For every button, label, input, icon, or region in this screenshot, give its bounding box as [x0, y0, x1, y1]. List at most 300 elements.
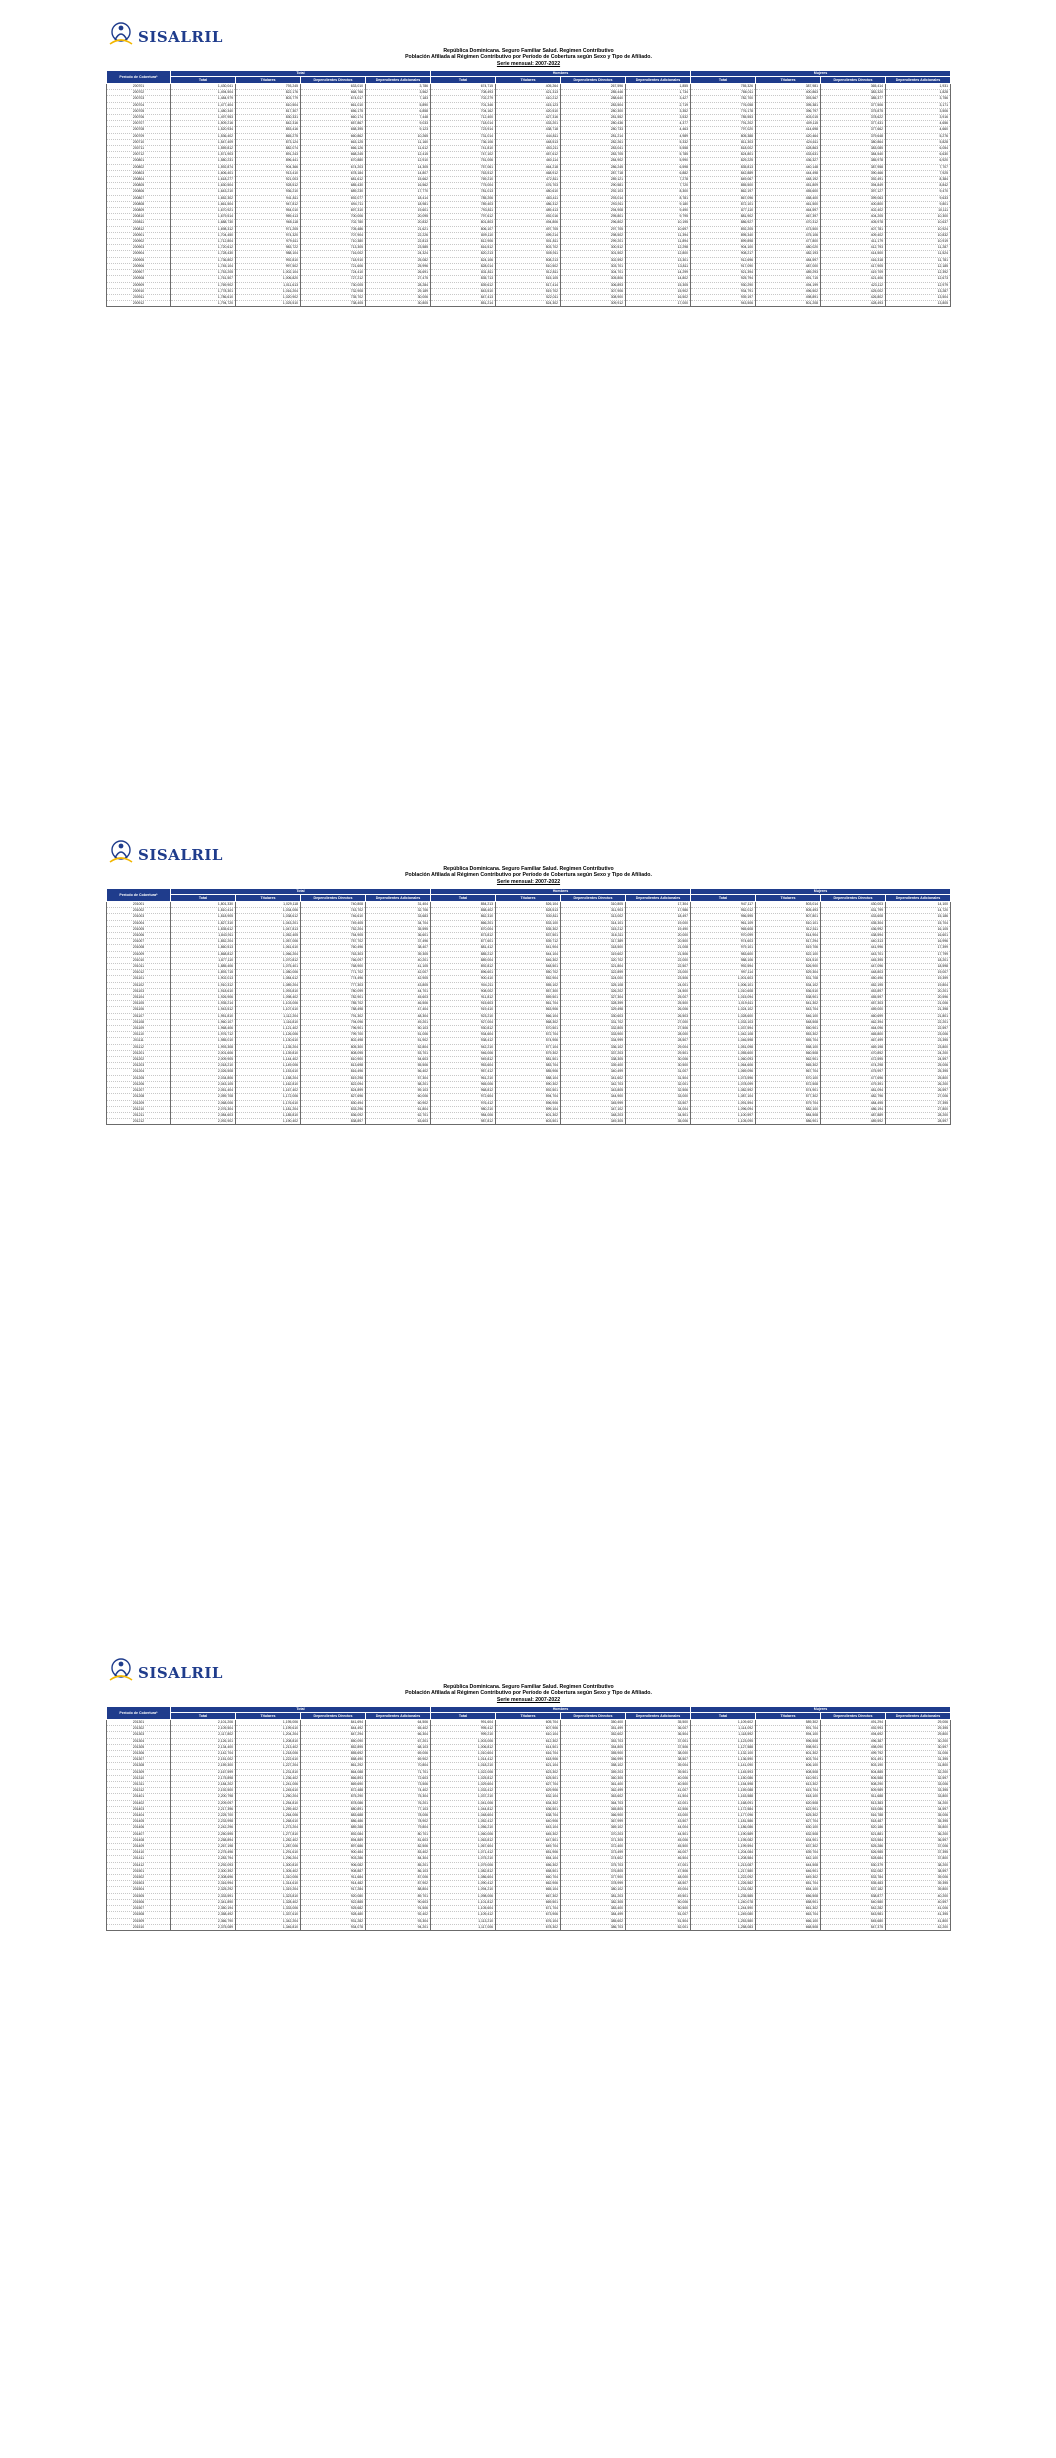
value-cell: 1,066,204 — [236, 951, 301, 957]
value-cell: 2,009,905 — [171, 1057, 236, 1063]
value-cell: 36,597 — [886, 1837, 951, 1843]
value-cell: 6,858 — [366, 108, 431, 114]
period-cell: 201104 — [107, 995, 171, 1001]
period-cell: 201310 — [107, 1775, 171, 1781]
value-cell: 858,490 — [301, 1757, 366, 1763]
value-cell: 84,304 — [366, 1856, 431, 1862]
value-cell: 514,904 — [756, 933, 821, 939]
value-cell: 345,999 — [561, 1100, 626, 1106]
value-cell: 917,090 — [691, 263, 756, 269]
value-cell: 82,506 — [366, 1844, 431, 1850]
value-cell: 400,800 — [821, 201, 886, 207]
value-cell: 1,520,934 — [171, 127, 236, 133]
value-cell: 523,584 — [821, 1837, 886, 1843]
value-cell: 305,806 — [561, 276, 626, 282]
period-cell: 201012 — [107, 970, 171, 976]
value-cell: 746,610 — [301, 914, 366, 920]
value-cell: 491,715 — [756, 276, 821, 282]
period-cell: 201008 — [107, 945, 171, 951]
value-cell: 371,305 — [561, 1837, 626, 1843]
value-cell: 68,103 — [366, 1744, 431, 1750]
value-cell: 296,802 — [561, 220, 626, 226]
period-cell: 201408 — [107, 1837, 171, 1843]
value-cell: 15,662 — [366, 177, 431, 183]
value-cell: 2,051,404 — [171, 1088, 236, 1094]
value-cell: 42,007 — [366, 970, 431, 976]
value-cell: 39,006 — [886, 1875, 951, 1881]
value-cell: 629,906 — [496, 1788, 561, 1794]
value-cell: 1,652,302 — [171, 195, 236, 201]
value-cell: 1,810,414 — [171, 908, 236, 914]
value-cell: 961,210 — [431, 1075, 496, 1081]
value-cell: 457,612 — [496, 152, 561, 158]
value-cell: 64,506 — [366, 1720, 431, 1726]
value-cell: 479,391 — [821, 1081, 886, 1087]
value-cell: 2,151,002 — [171, 1757, 236, 1763]
period-cell: 200809 — [107, 208, 171, 214]
header-group-mujeres: Mujeres — [691, 1707, 951, 1713]
value-cell: 94,201 — [366, 1924, 431, 1930]
value-cell: 25,500 — [626, 1001, 691, 1007]
value-cell: 970,099 — [691, 933, 756, 939]
value-cell: 915,603 — [431, 1001, 496, 1007]
value-cell: 895,340 — [691, 232, 756, 238]
value-cell: 30,200 — [886, 1738, 951, 1744]
value-cell: 377,431 — [821, 121, 886, 127]
header-total: Total — [691, 1713, 756, 1720]
value-cell: 517,414 — [496, 282, 561, 288]
value-cell: 582,100 — [756, 1106, 821, 1112]
value-cell: 544,104 — [496, 951, 561, 957]
period-cell: 201409 — [107, 1844, 171, 1850]
value-cell: 520,186 — [821, 1825, 886, 1831]
value-cell: 336,102 — [561, 1044, 626, 1050]
value-cell: 50,500 — [626, 1906, 691, 1912]
value-cell: 85,201 — [366, 1862, 431, 1868]
value-cell: 1,227,204 — [236, 1763, 301, 1769]
value-cell: 546,100 — [756, 1013, 821, 1019]
value-cell: 476,703 — [496, 183, 561, 189]
value-cell: 1,052,412 — [431, 1819, 496, 1825]
value-cell: 1,968,406 — [171, 1026, 236, 1032]
value-cell: 596,508 — [756, 1738, 821, 1744]
value-cell: 372,400 — [561, 1844, 626, 1850]
value-cell: 1,038,612 — [236, 914, 301, 920]
header-dependientes-directos: Dependientes Directos — [561, 895, 626, 902]
value-cell: 530,811 — [496, 914, 561, 920]
value-cell: 49,201 — [366, 1019, 431, 1025]
value-cell: 35,395 — [886, 1819, 951, 1825]
value-cell: 33,395 — [886, 1788, 951, 1794]
value-cell: 448,513 — [496, 139, 561, 145]
value-cell: 484,495 — [821, 1100, 886, 1106]
value-cell: 1,052,405 — [236, 933, 301, 939]
value-cell: 36,007 — [626, 1726, 691, 1732]
value-cell: 574,901 — [756, 1088, 821, 1094]
value-cell: 1,098,006 — [431, 1893, 496, 1899]
value-cell: 281,214 — [561, 133, 626, 139]
value-cell: 607,906 — [496, 1726, 561, 1732]
value-cell: 532,082 — [821, 1868, 886, 1874]
value-cell: 1,580,231 — [171, 158, 236, 164]
value-cell: 19,490 — [626, 926, 691, 932]
value-cell: 1,536,402 — [171, 133, 236, 139]
value-cell: 393,567 — [756, 96, 821, 102]
value-cell: 9,123 — [366, 127, 431, 133]
period-cell: 201301 — [107, 1720, 171, 1726]
value-cell: 290,581 — [561, 183, 626, 189]
value-cell: 45,500 — [626, 1844, 691, 1850]
value-cell: 3,427 — [626, 96, 691, 102]
value-cell: 67,201 — [366, 1738, 431, 1744]
period-cell: 201111 — [107, 1038, 171, 1044]
value-cell: 16,996 — [886, 939, 951, 945]
value-cell: 510,101 — [756, 920, 821, 926]
value-cell: 634,302 — [496, 1800, 561, 1806]
value-cell: 752,204 — [301, 926, 366, 932]
value-cell: 329,498 — [561, 1007, 626, 1013]
value-cell: 941,811 — [236, 195, 301, 201]
period-cell: 200906 — [107, 263, 171, 269]
period-cell: 200706 — [107, 115, 171, 121]
table-row — [107, 301, 951, 307]
value-cell: 2,292,093 — [171, 1862, 236, 1868]
value-cell: 1,346,810 — [236, 1924, 301, 1930]
value-cell: 293,911 — [561, 201, 626, 207]
value-cell: 1,571,903 — [171, 152, 236, 158]
value-cell: 811,303 — [691, 139, 756, 145]
value-cell: 23,006 — [886, 1032, 951, 1038]
value-cell: 603,704 — [756, 1757, 821, 1763]
value-cell: 494,199 — [756, 282, 821, 288]
value-cell: 16,105 — [886, 926, 951, 932]
value-cell: 843,510 — [431, 288, 496, 294]
value-cell: 896,441 — [236, 158, 301, 164]
value-cell: 6,598 — [626, 164, 691, 170]
value-cell: 618,906 — [496, 1757, 561, 1763]
value-cell: 10,919 — [886, 239, 951, 245]
value-cell: 43,000 — [626, 1813, 691, 1819]
value-cell: 419,709 — [821, 270, 886, 276]
value-cell: 661,302 — [756, 1906, 821, 1912]
value-cell: 313,002 — [561, 914, 626, 920]
value-cell: 657,867 — [301, 121, 366, 127]
value-cell: 813,698 — [301, 1063, 366, 1069]
value-cell: 448,803 — [821, 970, 886, 976]
value-cell: 21,621 — [366, 226, 431, 232]
value-cell: 594,100 — [756, 1732, 821, 1738]
value-cell: 838,897 — [301, 1119, 366, 1125]
period-cell: 201109 — [107, 1026, 171, 1032]
value-cell: 1,042,108 — [691, 1032, 756, 1038]
value-cell: 854,213 — [431, 902, 496, 908]
value-cell: 577,302 — [756, 1094, 821, 1100]
value-cell: 11,781 — [886, 257, 951, 263]
value-cell: 997,114 — [691, 970, 756, 976]
value-cell: 782,700 — [691, 96, 756, 102]
value-cell: 625,501 — [496, 1775, 561, 1781]
value-cell: 30,500 — [626, 1063, 691, 1069]
value-cell: 685,430 — [301, 183, 366, 189]
value-cell: 24,200 — [886, 1050, 951, 1056]
value-cell: 559,501 — [496, 995, 561, 1001]
value-cell: 1,477,404 — [171, 102, 236, 108]
period-cell: 201101 — [107, 976, 171, 982]
value-cell: 692,077 — [301, 195, 366, 201]
value-cell: 46,506 — [366, 1001, 431, 1007]
value-cell: 702,780 — [301, 220, 366, 226]
value-cell: 3,352 — [626, 108, 691, 114]
value-cell: 447,096 — [821, 964, 886, 970]
value-cell: 44,004 — [626, 1825, 691, 1831]
value-cell: 2,043,105 — [171, 1081, 236, 1087]
value-cell: 1,132,100 — [691, 1751, 756, 1757]
report-titles — [106, 1684, 951, 1703]
value-cell: 2,076,304 — [171, 1106, 236, 1112]
value-cell: 18,414 — [366, 195, 431, 201]
value-cell: 1,181,586 — [691, 1819, 756, 1825]
value-cell: 300,512 — [561, 245, 626, 251]
value-cell: 713,305 — [301, 245, 366, 251]
period-cell: 201103 — [107, 988, 171, 994]
value-cell: 797,020 — [691, 127, 756, 133]
value-cell: 4,377 — [626, 121, 691, 127]
value-cell: 791,202 — [691, 121, 756, 127]
value-cell: 1,606,401 — [171, 170, 236, 176]
value-cell: 6,882 — [626, 170, 691, 176]
value-cell: 424,611 — [756, 139, 821, 145]
value-cell: 1,199,594 — [691, 1844, 756, 1850]
value-cell: 487,000 — [756, 263, 821, 269]
title-line-3: Serie mensual: 2007-2022 — [496, 1696, 561, 1703]
value-cell: 1,186,086 — [691, 1825, 756, 1831]
value-cell: 1,075,210 — [431, 1856, 496, 1862]
value-cell: 33,683 — [366, 914, 431, 920]
value-cell: 22,226 — [366, 232, 431, 238]
value-cell: 991,604 — [431, 1720, 496, 1726]
value-cell: 480,020 — [756, 245, 821, 251]
value-cell: 891,243 — [236, 152, 301, 158]
value-cell: 77,103 — [366, 1806, 431, 1812]
affiliation-table — [106, 70, 951, 307]
title-line-2: Población Afiliada al Régimen Contributivo por Período de Cobertura según Sexo y Tipo de Afiliado. — [405, 54, 652, 61]
period-cell: 201201 — [107, 1050, 171, 1056]
value-cell: 315,212 — [561, 926, 626, 932]
value-cell: 1,022,006 — [431, 1769, 496, 1775]
value-cell: 42,001 — [626, 1800, 691, 1806]
header-dependientes-directos: Dependientes Directos — [821, 1713, 886, 1720]
value-cell: 42,905 — [366, 976, 431, 982]
value-cell: 847,413 — [431, 294, 496, 300]
value-cell: 444,498 — [756, 170, 821, 176]
value-cell: 400,863 — [756, 90, 821, 96]
value-cell: 913,410 — [236, 170, 301, 176]
value-cell: 1,096,094 — [691, 1106, 756, 1112]
value-cell: 348,203 — [561, 1112, 626, 1118]
value-cell: 14,802 — [626, 276, 691, 282]
value-cell: 40,201 — [366, 957, 431, 963]
value-cell: 10,300 — [886, 214, 951, 220]
value-cell: 455,597 — [821, 995, 886, 1001]
value-cell: 47,001 — [626, 1862, 691, 1868]
header-total: Total — [691, 895, 756, 902]
value-cell: 498,891 — [756, 294, 821, 300]
value-cell: 307,906 — [561, 288, 626, 294]
value-cell: 52,804 — [366, 1044, 431, 1050]
value-cell: 1,086,604 — [431, 1875, 496, 1881]
value-cell: 489,413 — [496, 208, 561, 214]
period-cell: 201507 — [107, 1906, 171, 1912]
value-cell: 666,126 — [301, 146, 366, 152]
value-cell: 402,402 — [821, 208, 886, 214]
value-cell: 537,182 — [821, 1887, 886, 1893]
value-cell: 332,805 — [561, 1026, 626, 1032]
value-cell: 482,796 — [821, 1094, 886, 1100]
value-cell: 847,294 — [301, 1732, 366, 1738]
value-cell: 311,903 — [561, 908, 626, 914]
value-cell: 39,395 — [886, 1881, 951, 1887]
value-cell: 1,231,810 — [236, 1769, 301, 1775]
header-titulares: Titulares — [756, 77, 821, 84]
value-cell: 831,811 — [431, 270, 496, 276]
value-cell: 794,096 — [301, 1019, 366, 1025]
value-cell: 1,078,099 — [691, 1081, 756, 1087]
value-cell: 2,109,504 — [171, 1726, 236, 1732]
value-cell: 280,436 — [561, 121, 626, 127]
value-cell: 380,864 — [821, 139, 886, 145]
value-cell: 286,245 — [561, 164, 626, 170]
value-cell: 656,175 — [301, 108, 366, 114]
value-cell: 806,107 — [431, 226, 496, 232]
period-cell: 201006 — [107, 933, 171, 939]
value-cell: 468,912 — [496, 170, 561, 176]
value-cell: 1,033,103 — [691, 1019, 756, 1025]
value-cell: 1,091,594 — [691, 1100, 756, 1106]
value-cell: 3,171 — [886, 102, 951, 108]
value-cell: 892,812 — [431, 964, 496, 970]
value-cell: 1,204,204 — [236, 1732, 301, 1738]
value-cell: 805,388 — [691, 133, 756, 139]
table-row — [107, 1924, 951, 1930]
value-cell: 889,288 — [301, 1825, 366, 1831]
value-cell: 450,496 — [821, 976, 886, 982]
value-cell: 1,985,010 — [171, 1038, 236, 1044]
value-cell: 822,094 — [301, 1081, 366, 1087]
value-cell: 1,728,430 — [171, 251, 236, 257]
header-titulares: Titulares — [236, 895, 301, 902]
value-cell: 280,300 — [561, 108, 626, 114]
value-cell: 668,508 — [756, 1924, 821, 1930]
value-cell: 1,264,006 — [236, 1813, 301, 1819]
header-group-mujeres: Mujeres — [691, 71, 951, 77]
value-cell: 69,902 — [366, 1757, 431, 1763]
period-cell: 200708 — [107, 127, 171, 133]
value-cell: 780,099 — [301, 988, 366, 994]
value-cell: 654,100 — [756, 1887, 821, 1893]
value-cell: 51,504 — [626, 1918, 691, 1924]
value-cell: 862,310 — [431, 914, 496, 920]
header-dependientes-directos: Dependientes Directos — [561, 1713, 626, 1720]
value-cell: 282,261 — [561, 139, 626, 145]
period-cell: 201401 — [107, 1794, 171, 1800]
value-cell: 1,630,504 — [171, 183, 236, 189]
value-cell: 27,475 — [366, 276, 431, 282]
value-cell: 445,395 — [821, 957, 886, 963]
value-cell: 957,412 — [431, 1069, 496, 1075]
value-cell: 2,375,089 — [171, 1924, 236, 1930]
value-cell: 2,217,396 — [171, 1806, 236, 1812]
value-cell: 10,111 — [886, 208, 951, 214]
value-cell: 26,006 — [626, 1007, 691, 1013]
value-cell: 936,210 — [236, 189, 301, 195]
value-cell: 1,067,604 — [431, 1844, 496, 1850]
value-cell: 451,809 — [756, 183, 821, 189]
value-cell: 1,011,613 — [236, 282, 301, 288]
header-dependientes-adicionales: Dependientes Adicionales — [626, 895, 691, 902]
value-cell: 942,210 — [431, 1044, 496, 1050]
value-cell: 606,100 — [756, 1763, 821, 1769]
value-cell: 541,302 — [756, 1001, 821, 1007]
value-cell: 1,003,006 — [431, 1738, 496, 1744]
value-cell: 384,540 — [821, 152, 886, 158]
value-cell: 1,105,090 — [691, 1119, 756, 1125]
value-cell: 460,114 — [496, 158, 561, 164]
value-cell: 1,222,610 — [236, 1757, 301, 1763]
value-cell: 598,901 — [756, 1744, 821, 1750]
value-cell: 1,195,006 — [236, 1720, 301, 1726]
value-cell: 2,026,508 — [171, 1069, 236, 1075]
period-cell: 201311 — [107, 1782, 171, 1788]
value-cell: 23,395 — [886, 1038, 951, 1044]
value-cell: 467,397 — [756, 214, 821, 220]
value-cell: 37,800 — [886, 1856, 951, 1862]
value-cell: 833,296 — [301, 1106, 366, 1112]
value-cell: 511,688 — [821, 1794, 886, 1800]
value-cell: 1,430,041 — [171, 84, 236, 90]
value-cell: 75,304 — [366, 1794, 431, 1800]
value-cell: 1,300,810 — [236, 1862, 301, 1868]
value-cell: 2,200,798 — [171, 1794, 236, 1800]
value-cell: 477,696 — [821, 1075, 886, 1081]
value-cell: 997,502 — [236, 263, 301, 269]
period-cell: 200806 — [107, 189, 171, 195]
value-cell: 1,208,584 — [691, 1856, 756, 1862]
value-cell: 443,701 — [821, 951, 886, 957]
value-cell: 866,201 — [431, 920, 496, 926]
period-cell: 201410 — [107, 1850, 171, 1856]
value-cell: 1,073,596 — [691, 1075, 756, 1081]
value-cell: 526,985 — [821, 1850, 886, 1856]
value-cell: 3,506 — [886, 108, 951, 114]
value-cell: 1,855 — [626, 84, 691, 90]
value-cell: 1,135,204 — [236, 1044, 301, 1050]
value-cell: 517,294 — [756, 939, 821, 945]
sisalril-emblem-icon — [106, 20, 136, 50]
value-cell: 1,794,720 — [171, 301, 236, 307]
header-total: Total — [171, 1713, 236, 1720]
value-cell: 639,704 — [756, 1850, 821, 1856]
value-cell: 851,214 — [431, 301, 496, 307]
value-cell: 12,298 — [626, 245, 691, 251]
value-cell: 1,753,205 — [171, 270, 236, 276]
period-cell: 201308 — [107, 1763, 171, 1769]
value-cell: 360,305 — [561, 1775, 626, 1781]
value-cell: 586,901 — [756, 1119, 821, 1125]
value-cell: 2,059,708 — [171, 1094, 236, 1100]
value-cell: 818,002 — [691, 146, 756, 152]
value-cell: 365,805 — [561, 1806, 626, 1812]
period-cell: 201402 — [107, 1800, 171, 1806]
